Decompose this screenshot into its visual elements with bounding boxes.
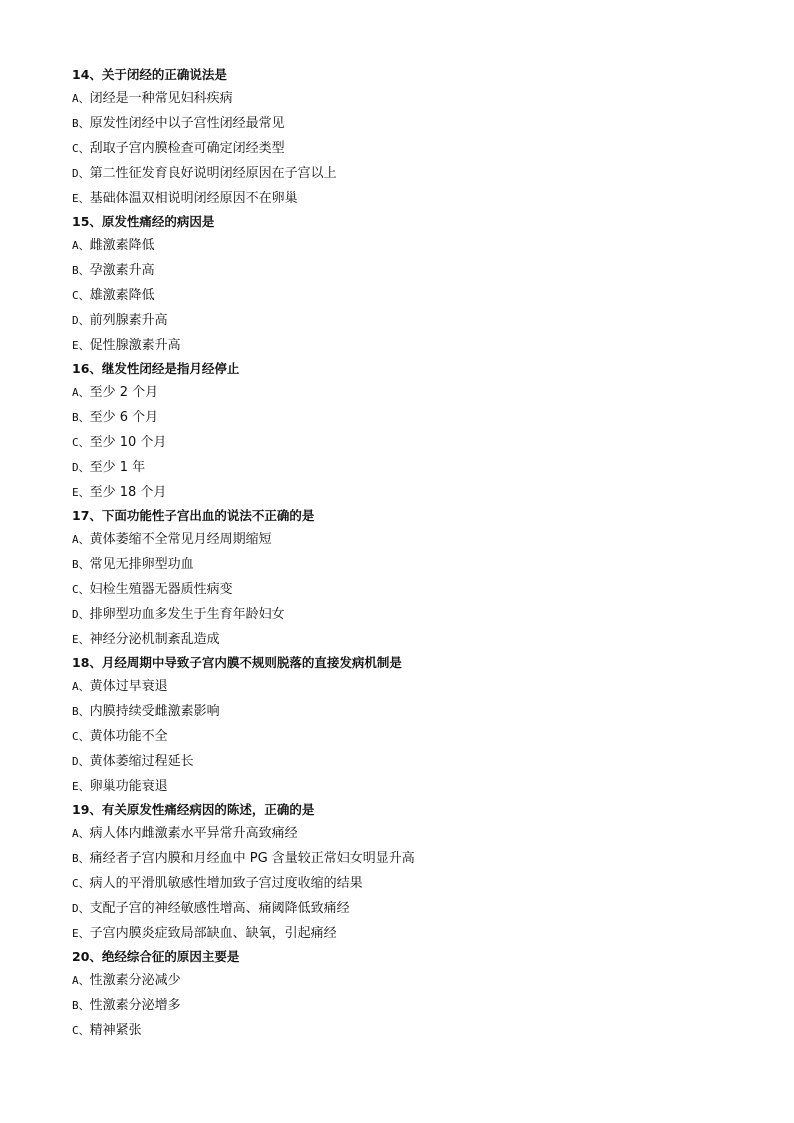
answer-option: [72, 430, 752, 455]
question-block: [72, 505, 752, 652]
answer-option: [72, 627, 752, 652]
option-text: 性激素分泌减少: [89, 973, 181, 988]
answer-option: [72, 699, 752, 724]
option-text: 病人的平滑肌敏感性增加致子宫过度收缩的结果: [89, 876, 363, 891]
answer-option: [72, 380, 752, 405]
option-text: 妇检生殖器无器质性病变: [89, 582, 233, 597]
option-text: 神经分泌机制紊乱造成: [89, 632, 220, 647]
answer-option: [72, 405, 752, 430]
question-title: 18、月经周期中导致子宫内膜不规则脱落的直接发病机制是: [72, 655, 402, 670]
question-title: 17、下面功能性子宫出血的说法不正确的是: [72, 508, 315, 523]
answer-option: [72, 774, 752, 799]
option-letter: D、: [72, 755, 90, 768]
option-text: 至少 10 个月: [89, 435, 167, 450]
option-text: 至少 18 个月: [89, 485, 167, 500]
option-letter: C、: [72, 877, 90, 890]
answer-option: [72, 136, 752, 161]
answer-option: [72, 871, 752, 896]
answer-option: [72, 724, 752, 749]
answer-option: [72, 161, 752, 186]
option-letter: D、: [72, 314, 90, 327]
option-letter: A、: [72, 533, 90, 546]
option-letter: A、: [72, 974, 90, 987]
option-letter: B、: [72, 852, 90, 865]
option-text: 至少 1 年: [89, 460, 146, 475]
option-text: 黄体过早衰退: [89, 679, 168, 694]
answer-option: [72, 308, 752, 333]
option-text: 第二性征发育良好说明闭经原因在子宫以上: [89, 166, 337, 181]
option-text: 内膜持续受雌激素影响: [89, 704, 220, 719]
option-text: 精神紧张: [89, 1023, 142, 1038]
option-letter: D、: [72, 608, 90, 621]
option-letter: B、: [72, 264, 90, 277]
option-text: 雄激素降低: [89, 288, 155, 303]
option-letter: E、: [72, 192, 90, 205]
option-text: 刮取子宫内膜检查可确定闭经类型: [89, 141, 285, 156]
answer-option: [72, 333, 752, 358]
option-letter: B、: [72, 999, 90, 1012]
answer-option: [72, 233, 752, 258]
answer-option: [72, 283, 752, 308]
answer-option: [72, 846, 752, 871]
answer-option: [72, 455, 752, 480]
answer-option: [72, 480, 752, 505]
option-text: 排卵型功血多发生于生育年龄妇女: [89, 607, 285, 622]
option-text: 子宫内膜炎症致局部缺血、缺氧，引起痛经: [89, 926, 337, 941]
option-letter: E、: [72, 633, 90, 646]
question-title: 14、关于闭经的正确说法是: [72, 67, 227, 82]
option-letter: B、: [72, 117, 90, 130]
question-title: 16、继发性闭经是指月经停止: [72, 361, 240, 376]
option-letter: D、: [72, 167, 90, 180]
option-text: 痛经者子宫内膜和月经血中 PG 含量较正常妇女明显升高: [89, 851, 415, 866]
option-text: 黄体功能不全: [89, 729, 168, 744]
question-block: [72, 946, 752, 1043]
option-letter: C、: [72, 436, 90, 449]
option-letter: B、: [72, 411, 90, 424]
option-text: 黄体萎缩过程延长: [89, 754, 194, 769]
option-text: 常见无排卵型功血: [89, 557, 194, 572]
question-title: 19、有关原发性痛经病因的陈述，正确的是: [72, 802, 315, 817]
option-letter: C、: [72, 730, 90, 743]
option-text: 至少 2 个月: [89, 385, 159, 400]
option-text: 至少 6 个月: [89, 410, 159, 425]
answer-option: [72, 527, 752, 552]
option-letter: A、: [72, 680, 90, 693]
question-block: [72, 652, 752, 799]
question-block: [72, 64, 752, 211]
answer-option: [72, 921, 752, 946]
option-letter: B、: [72, 705, 90, 718]
answer-option: [72, 258, 752, 283]
option-text: 雌激素降低: [89, 238, 155, 253]
answer-option: [72, 86, 752, 111]
option-text: 卵巢功能衰退: [89, 779, 168, 794]
option-letter: C、: [72, 583, 90, 596]
option-text: 促性腺激素升高: [89, 338, 181, 353]
question-block: [72, 358, 752, 505]
option-text: 原发性闭经中以子宫性闭经最常见: [89, 116, 285, 131]
answer-option: [72, 749, 752, 774]
option-letter: E、: [72, 780, 90, 793]
option-text: 黄体萎缩不全常见月经周期缩短: [89, 532, 272, 547]
option-letter: A、: [72, 827, 90, 840]
option-letter: D、: [72, 902, 90, 915]
question-title: 20、绝经综合征的原因主要是: [72, 949, 240, 964]
option-letter: B、: [72, 558, 90, 571]
question-block: [72, 211, 752, 358]
option-letter: C、: [72, 1024, 90, 1037]
answer-option: [72, 552, 752, 577]
option-letter: C、: [72, 142, 90, 155]
question-block: [72, 799, 752, 946]
option-text: 前列腺素升高: [89, 313, 168, 328]
option-letter: D、: [72, 461, 90, 474]
option-text: 性激素分泌增多: [89, 998, 181, 1013]
answer-option: [72, 1018, 752, 1043]
option-letter: E、: [72, 927, 90, 940]
option-text: 基础体温双相说明闭经原因不在卵巢: [89, 191, 298, 206]
option-letter: A、: [72, 386, 90, 399]
option-letter: E、: [72, 486, 90, 499]
answer-option: [72, 993, 752, 1018]
option-letter: A、: [72, 239, 90, 252]
answer-option: [72, 602, 752, 627]
answer-option: [72, 821, 752, 846]
answer-option: [72, 186, 752, 211]
option-text: 病人体内雌激素水平异常升高致痛经: [89, 826, 298, 841]
option-letter: A、: [72, 92, 90, 105]
question-list: [72, 64, 752, 1043]
answer-option: [72, 674, 752, 699]
option-text: 支配子宫的神经敏感性增高、痛阈降低致痛经: [89, 901, 350, 916]
question-title: 15、原发性痛经的病因是: [72, 214, 215, 229]
answer-option: [72, 968, 752, 993]
option-letter: E、: [72, 339, 90, 352]
option-letter: C、: [72, 289, 90, 302]
option-text: 孕激素升高: [89, 263, 155, 278]
answer-option: [72, 577, 752, 602]
answer-option: [72, 111, 752, 136]
option-text: 闭经是一种常见妇科疾病: [89, 91, 233, 106]
answer-option: [72, 896, 752, 921]
